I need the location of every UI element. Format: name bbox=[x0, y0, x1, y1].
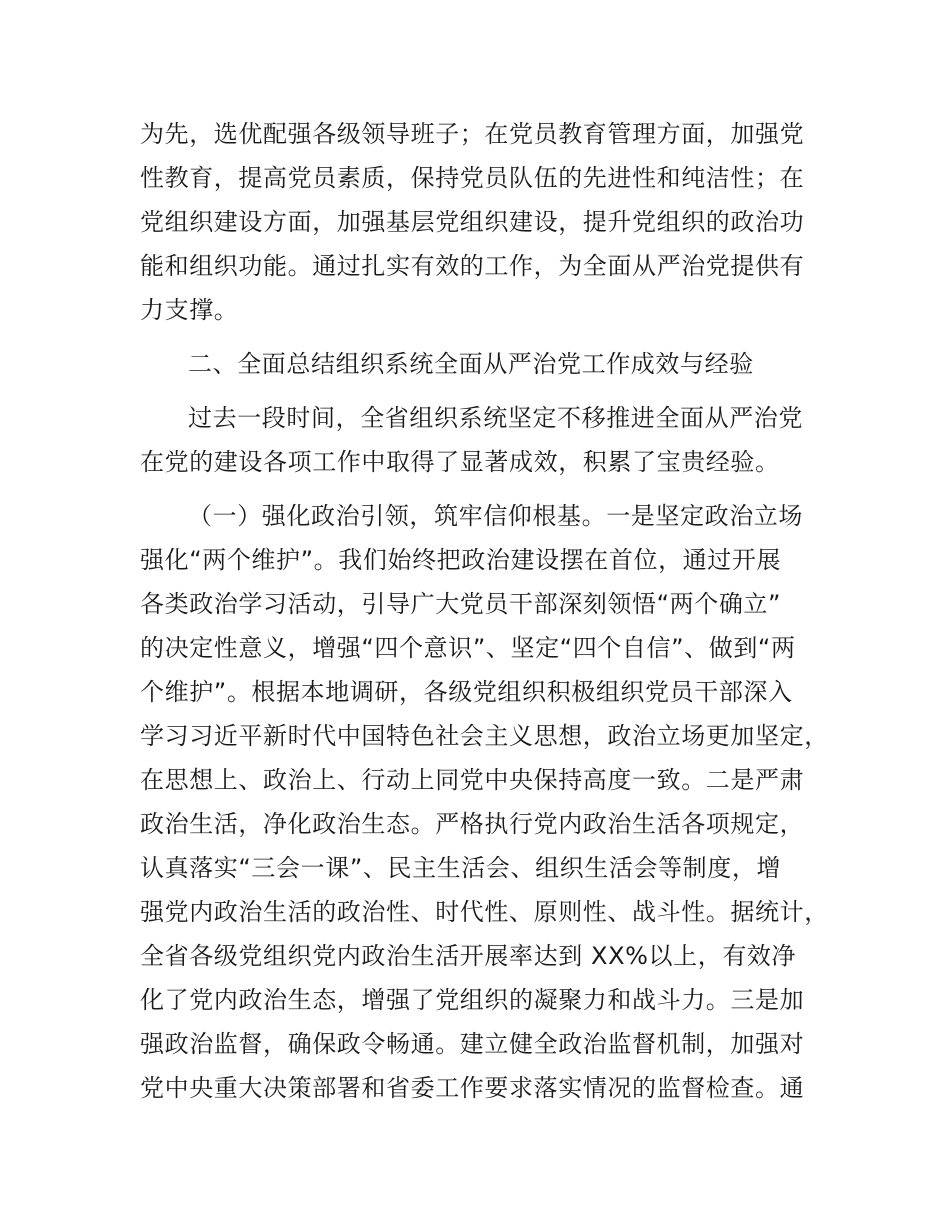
text-line: 认真落实“三会一课”、民主生活会、组织生活会等制度，增 bbox=[140, 854, 782, 882]
text-line: 个维护”。根据本地调研，各级党组织积极组织党员干部深入 bbox=[140, 678, 793, 706]
text-line: 党组织建设方面，加强基层党组织建设，提升党组织的政治功 bbox=[140, 208, 805, 236]
text-line: 为先，选优配强各级领导班子；在党员教育管理方面，加强党 bbox=[140, 120, 805, 148]
text-line: 力支撑。 bbox=[140, 296, 239, 324]
heading-line: 二、全面总结组织系统全面从严治党工作成效与经验 bbox=[188, 350, 754, 378]
paragraph-intro bbox=[140, 396, 840, 484]
text-line: 强政治监督，确保政令畅通。建立健全政治监督机制，加强对 bbox=[140, 1030, 805, 1058]
text-line: 性教育，提高党员素质，保持党员队伍的先进性和纯洁性；在 bbox=[140, 164, 805, 192]
text-line: 党中央重大决策部署和省委工作要求落实情况的监督检查。通 bbox=[140, 1074, 805, 1102]
text-line: 各类政治学习活动，引导广大党员干部深刻领悟“两个确立” bbox=[140, 590, 782, 618]
paragraph-political-guidance bbox=[140, 494, 840, 1110]
text-line: 全省各级党组织党内政治生活开展率达到 XX%以上，有效净 bbox=[140, 942, 797, 970]
text-line: （一）强化政治引领，筑牢信仰根基。一是坚定政治立场 bbox=[188, 502, 803, 530]
text-line: 学习习近平新时代中国特色社会主义思想，政治立场更加坚定， bbox=[140, 722, 829, 750]
text-line: 强化“两个维护”。我们始终把政治建设摆在首位，通过开展 bbox=[140, 546, 782, 574]
text-line: 强党内政治生活的政治性、时代性、原则性、战斗性。据统计， bbox=[140, 898, 829, 926]
text-line: 在党的建设各项工作中取得了显著成效，积累了宝贵经验。 bbox=[140, 448, 780, 476]
text-line: 化了党内政治生态，增强了党组织的凝聚力和战斗力。三是加 bbox=[140, 986, 805, 1014]
text-line: 的决定性意义，增强“四个意识”、坚定“四个自信”、做到“两 bbox=[140, 634, 796, 662]
text-line: 政治生活，净化政治生态。严格执行党内政治生活各项规定， bbox=[140, 810, 805, 838]
text-line: 能和组织功能。通过扎实有效的工作，为全面从严治党提供有 bbox=[140, 252, 805, 280]
text-line: 在思想上、政治上、行动上同党中央保持高度一致。二是严肃 bbox=[140, 766, 805, 794]
text-line: 过去一段时间，全省组织系统坚定不移推进全面从严治党 bbox=[188, 404, 803, 432]
paragraph-leadership bbox=[140, 112, 840, 332]
document-body bbox=[140, 112, 840, 1110]
section-heading bbox=[140, 342, 840, 386]
